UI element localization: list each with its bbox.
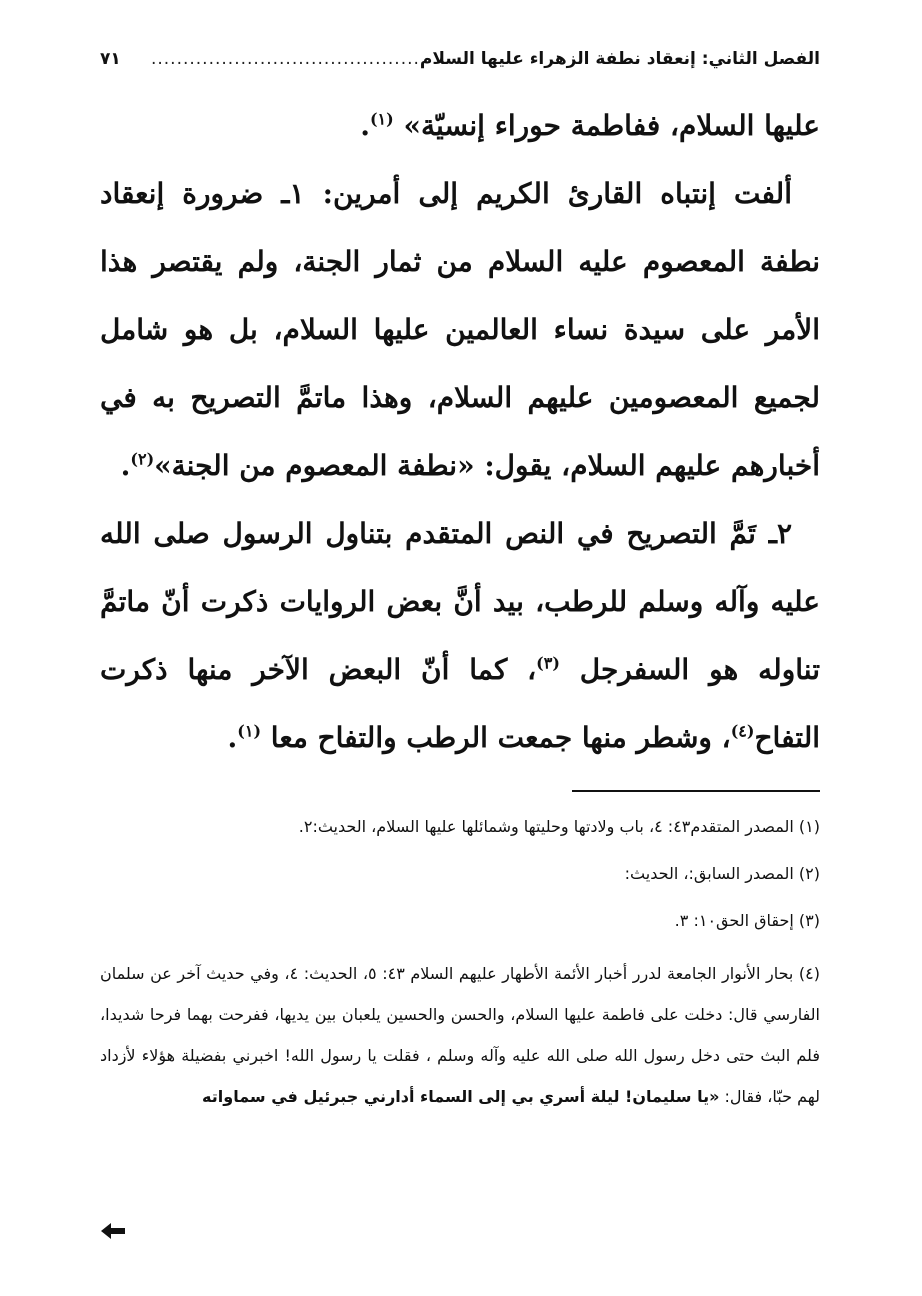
- paragraph-1: [100, 92, 820, 160]
- left-arrow-icon: [100, 1222, 126, 1240]
- footnote-separator: [572, 790, 820, 792]
- dot-leader: ..........................................: [150, 49, 420, 69]
- footnote-4: [100, 953, 820, 1117]
- page-number: ٧١: [100, 49, 121, 69]
- footnote-ref-4: (٤): [730, 721, 755, 741]
- footnote-ref-5: (١): [237, 721, 262, 741]
- footnote-ref-2: (٢): [130, 449, 155, 469]
- footnote-2: (٢) المصدر السابق:، الحديث:: [624, 864, 820, 883]
- footnotes: [100, 812, 820, 1117]
- body-text: [100, 92, 820, 772]
- paragraph-3-text-3: ، وشطر منها جمعت الرطب والتفاح معا: [270, 721, 731, 754]
- footnote-4-text: (٤) بحار الأنوار الجامعة لدرر أخبار الأئمة الأطهار عليهم السلام ٤٣: ٥، الحديث: ٤، وفي حديث آخر عن سلمان الفارسي قال: دخلت على فاطمة عليها السلام، والحسن والحسين يلعبان بين يديها، ففرحت بهما فرحا شديدا، فلم البث حتى دخل رسول الله صلى الله عليه وآله وسلم ، فقلت يا رسول الله! اخبرني بفضيلة هؤلاء لأزداد لهم حبّا، فقال:: [100, 964, 821, 1106]
- footnote-ref-1: (١): [369, 109, 394, 129]
- paragraph-3-text-2: ، كما أنّ البعض الآخر منها ذكرت التفاح: [100, 653, 820, 754]
- paragraph-1-text: عليها السلام، ففاطمة حوراء إنسيّة»: [403, 109, 820, 142]
- paragraph-3: [100, 500, 820, 772]
- footnote-3: (٣) إحقاق الحق١٠: ٣.: [674, 911, 820, 930]
- paragraph-3-end: .: [227, 721, 238, 754]
- paragraph-3-text-1: ٢ـ تَمَّ التصريح في النص المتقدم بتناول الرسول صلى الله عليه وآله وسلم للرطب، بيد أنَّ بعض الروايات ذكرت أنّ ماتمَّ تناوله هو السفرجل: [100, 517, 821, 686]
- paragraph-2-text: ألفت إنتباه القارئ الكريم إلى أمرين: ١ـ ضرورة إنعقاد نطفة المعصوم عليه السلام من ثمار الجنة، ولم يقتصر هذا الأمر على سيدة نساء العالمين عليها السلام، بل هو شامل لجميع المعصومين عليهم السلام، وهذا ماتمَّ التصريح به في أخبارهم عليهم السلام، يقول:: [100, 177, 820, 482]
- running-head: [100, 42, 820, 76]
- footnote-4-quote: «يا سليمان! ليلة أسري بي إلى السماء أدارني جبرئيل في سماواته: [202, 1087, 720, 1106]
- paragraph-1-end: .: [360, 109, 370, 142]
- paragraph-2-end: .: [120, 449, 131, 482]
- paragraph-2: [100, 160, 820, 500]
- chapter-title: الفصل الثاني: إنعقاد نطفة الزهراء عليها السلام: [419, 49, 820, 69]
- paragraph-2-quote: «نطفة المعصوم من الجنة»: [154, 449, 475, 482]
- footnote-ref-3: (٣): [536, 653, 560, 673]
- footnote-1: (١) المصدر المتقدم٤٣: ٤، باب ولادتها وحليتها وشمائلها عليها السلام، الحديث:٢.: [298, 817, 820, 836]
